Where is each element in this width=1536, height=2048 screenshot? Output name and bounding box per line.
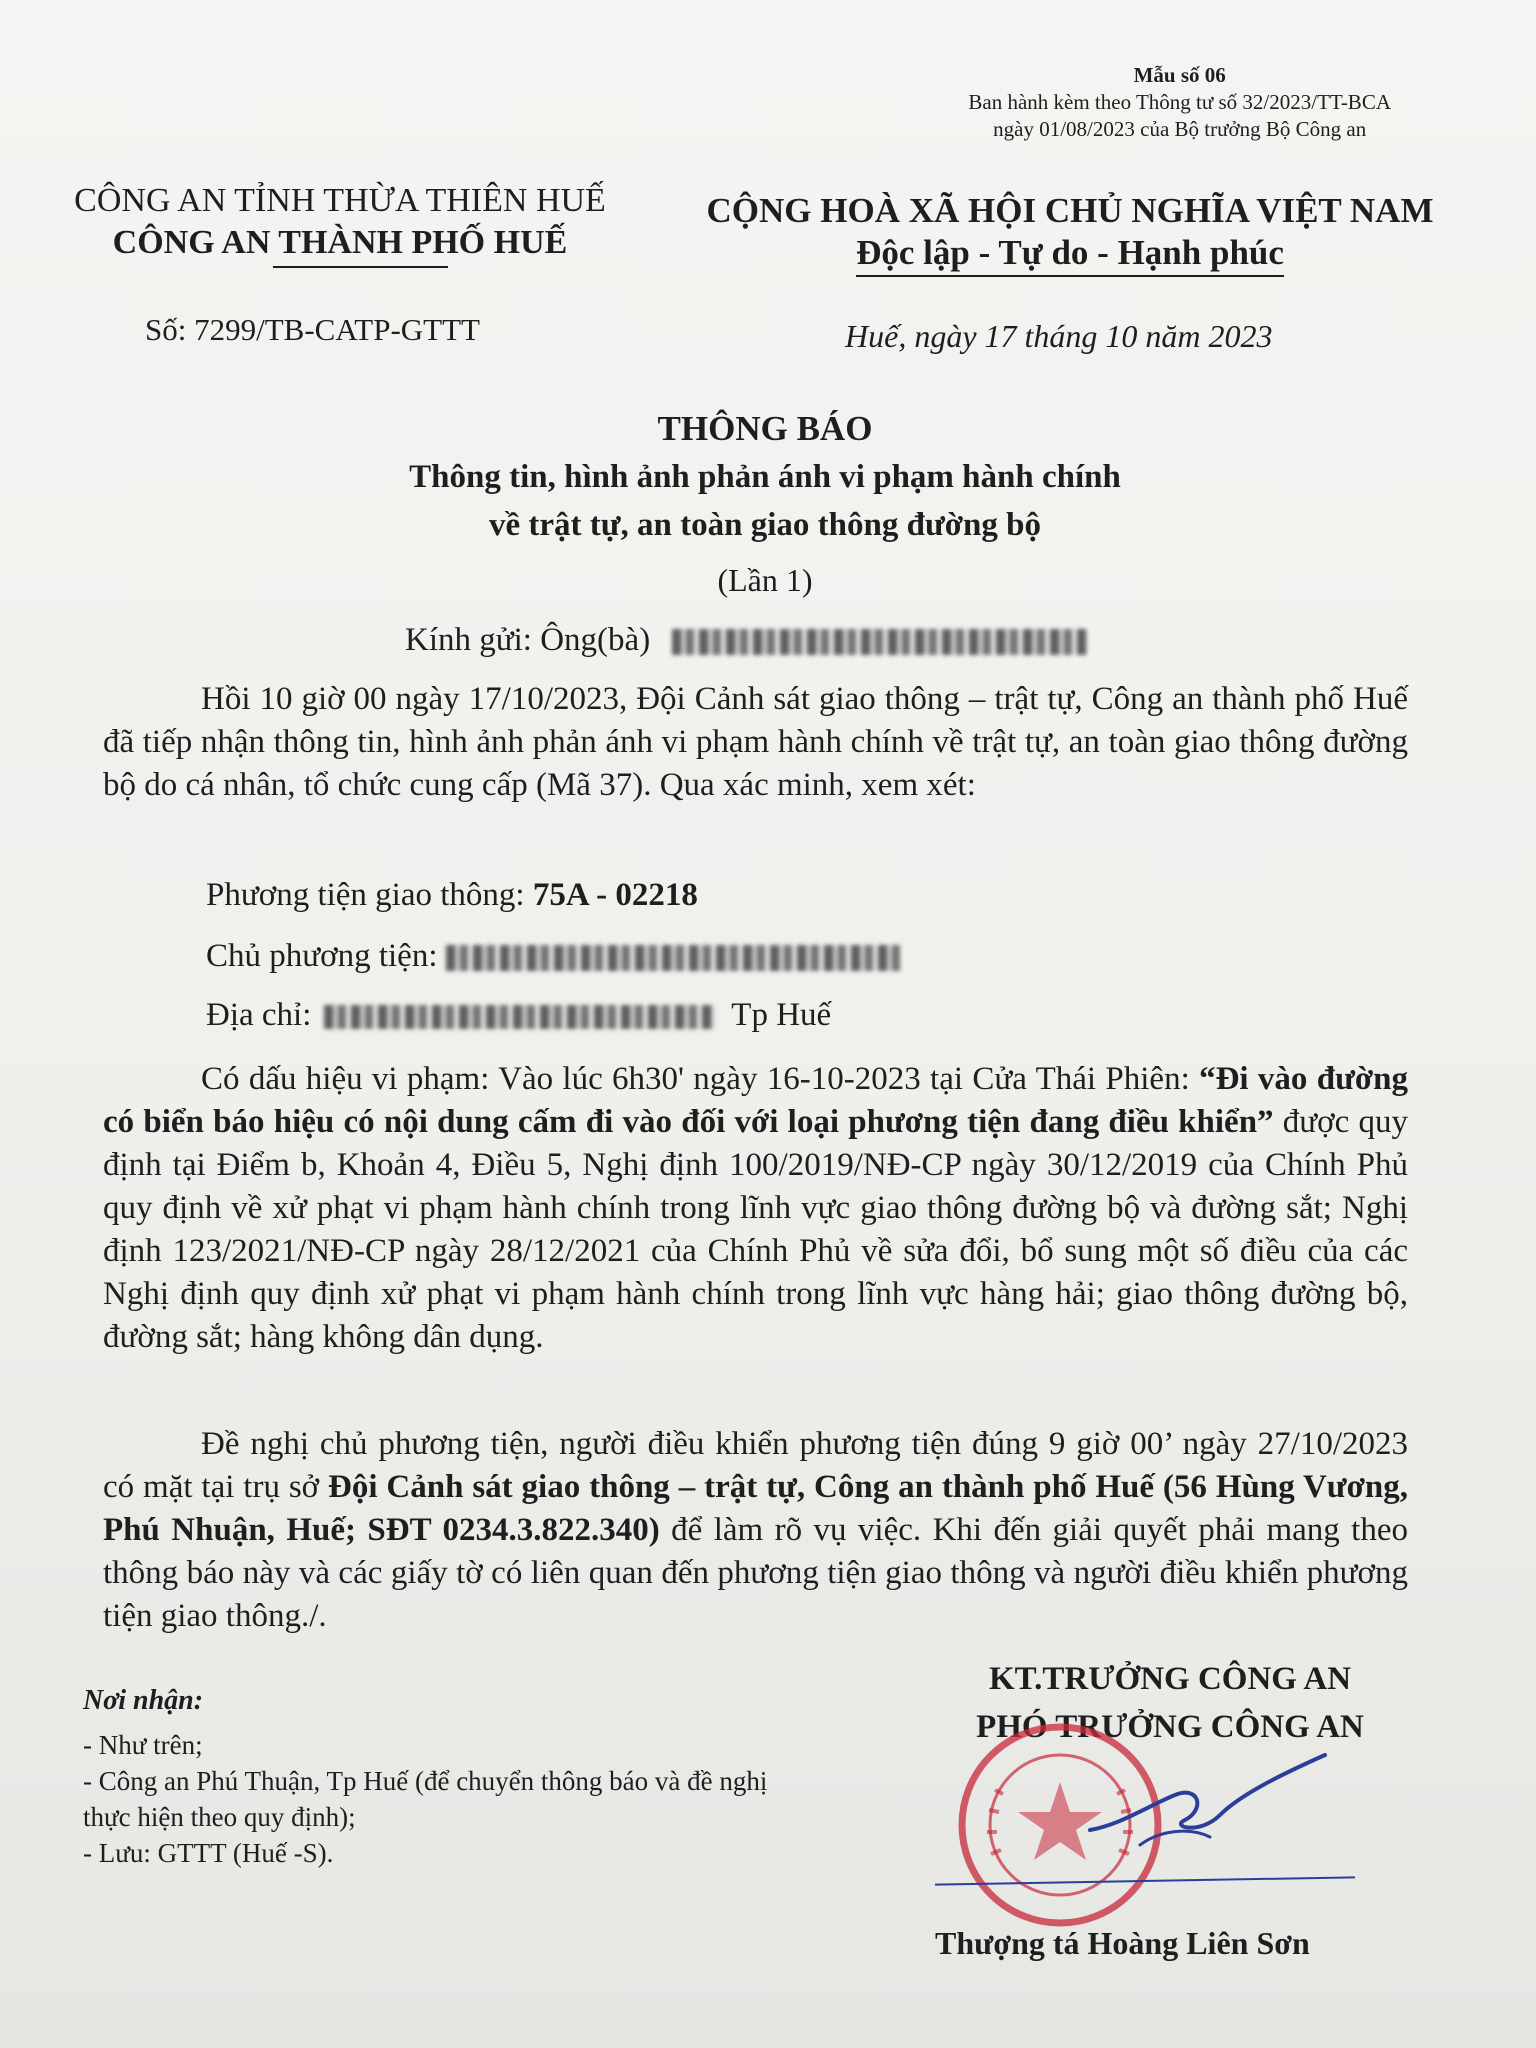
owner-line: [206, 938, 901, 975]
request-location: Đội Cảnh sát giao thông – trật tự, Công an thành phố Huế (56 Hùng Vương, Phú Nhuận, Huế; SĐT 0234.3.822.340): [103, 1469, 1408, 1548]
signature-title-2: PHÓ TRƯỞNG CÔNG AN: [976, 1709, 1364, 1745]
form-basis: Ban hành kèm theo Thông tư số 32/2023/TT-BCA: [968, 90, 1391, 114]
signer-name: Thượng tá Hoàng Liên Sơn: [935, 1925, 1310, 1961]
vehicle-label: Phương tiện giao thông:: [206, 877, 525, 913]
address-city: Tp Huế: [731, 997, 832, 1033]
issuer-header: [40, 180, 640, 268]
address-label: Địa chỉ:: [206, 997, 312, 1033]
recipient-label: Kính gửi: Ông(bà): [405, 622, 651, 658]
issuer-underline: [273, 266, 448, 268]
document-date: Huế, ngày 17 tháng 10 năm 2023: [845, 318, 1273, 354]
recipients-list: [83, 1727, 803, 1871]
signature-title-1: KT.TRƯỞNG CÔNG AN: [988, 1661, 1352, 1697]
form-reference: [968, 62, 1391, 143]
document-number: Số: 7299/TB-CATP-GTTT: [145, 312, 480, 347]
recipients-title: Nơi nhận:: [83, 1685, 204, 1716]
notice-count: (Lần 1): [717, 562, 813, 598]
handwritten-signature: [1080, 1735, 1330, 1865]
violation-paragraph: [103, 1058, 1408, 1359]
recipient-line: [405, 622, 1087, 659]
title-block: [300, 405, 1230, 605]
request-text-1: Đề nghị chủ phương tiện, người điều khiển phương tiện đúng 9 giờ 00’ ngày 27/10/2023 có mặt tại trụ sở: [103, 1426, 1408, 1505]
redacted-name: [672, 629, 1087, 655]
form-date: ngày 01/08/2023 của Bộ trưởng Bộ Công an: [993, 117, 1367, 141]
document-subtitle-1: Thông tin, hình ảnh phản ánh vi phạm hành chính: [409, 459, 1121, 495]
form-number: Mẫu số 06: [1133, 63, 1226, 87]
redacted-address: [324, 1005, 714, 1029]
request-text-2: để làm rõ vụ việc. Khi đến giải quyết phải mang theo thông báo này và các giấy tờ có liên quan đến phương tiện giao thông và người điều khiển phương tiện giao thông./.: [103, 1512, 1408, 1634]
recipients-item-1: - Như trên;: [83, 1730, 203, 1760]
nation-header: [680, 190, 1460, 274]
nation-motto: Độc lập - Tự do - Hạnh phúc: [856, 233, 1284, 277]
recipients-item-2: - Công an Phú Thuận, Tp Huế (để chuyển thông báo và đề nghị thực hiện theo quy định);: [83, 1766, 768, 1832]
recipients-item-3: - Lưu: GTTT (Huế -S).: [83, 1838, 334, 1868]
intro-paragraph: [103, 678, 1408, 807]
violation-legal-basis: được quy định tại Điểm b, Khoản 4, Điều 5, Nghị định 100/2019/NĐ-CP ngày 30/12/2019 của Chính Phủ quy định về xử phạt vi phạm hành chính trong lĩnh vực giao thông đường bộ và đường sắt; Nghị định 123/2021/NĐ-CP ngày 28/12/2021 của Chính Phủ về sửa đổi, bổ sung một số điều của các Nghị định quy định xử phạt vi phạm hành chính trong lĩnh vực hàng hải; giao thông đường bộ, đường sắt; hàng không dân dụng.: [103, 1104, 1409, 1355]
issuer-province: CÔNG AN TỈNH THỪA THIÊN HUẾ: [74, 182, 606, 219]
redacted-owner: [446, 945, 901, 971]
vehicle-plate: 75A - 02218: [532, 877, 698, 913]
nation-name: CỘNG HOÀ XÃ HỘI CHỦ NGHĨA VIỆT NAM: [706, 191, 1434, 230]
owner-label: Chủ phương tiện:: [206, 938, 438, 974]
violation-quote: “Đi vào đường có biển báo hiệu có nội dung cấm đi vào đối với loại phương tiện đang điều khiển”: [103, 1061, 1408, 1140]
violation-intro: Có dấu hiệu vi phạm: Vào lúc 6h30' ngày 16-10-2023 tại Cửa Thái Phiên:: [201, 1061, 1190, 1097]
document-subtitle-2: về trật tự, an toàn giao thông đường bộ: [488, 507, 1041, 543]
address-line: [206, 997, 831, 1034]
intro-text: Hồi 10 giờ 00 ngày 17/10/2023, Đội Cảnh sát giao thông – trật tự, Công an thành phố Huế đã tiếp nhận thông tin, hình ảnh phản ánh vi phạm hành chính về trật tự, an toàn giao thông đường bộ do cá nhân, tổ chức cung cấp (Mã 37). Qua xác minh, xem xét:: [103, 681, 1408, 803]
issuer-city: CÔNG AN THÀNH PHỐ HUẾ: [112, 224, 568, 261]
request-paragraph: [103, 1423, 1408, 1638]
document-title: THÔNG BÁO: [657, 409, 873, 448]
vehicle-line: [206, 877, 698, 914]
